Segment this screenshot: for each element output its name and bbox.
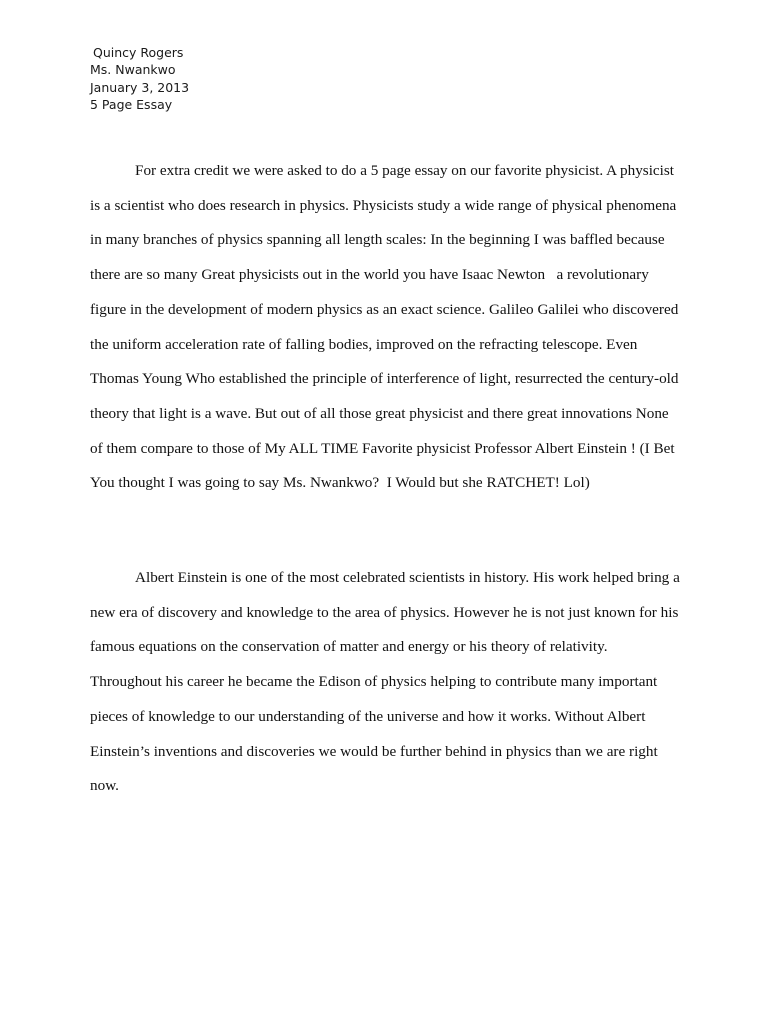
- paragraph-line: new era of discovery and knowledge to the area of physics. However he is not just known for his: [90, 603, 679, 621]
- paragraph-line: of them compare to those of My ALL TIME Favorite physicist Professor Albert Einstein ! (I Bet: [90, 439, 675, 457]
- paragraph-line: Throughout his career he became the Edison of physics helping to contribute many important: [90, 673, 658, 691]
- paragraph-1: [90, 154, 678, 501]
- assignment-title: 5 Page Essay: [90, 96, 173, 112]
- paragraph-line: Einstein’s inventions and discoveries we would be further behind in physics than we are right: [90, 742, 658, 760]
- paragraph-line: For extra credit we were asked to do a 5 page essay on our favorite physicist. A physicist: [135, 162, 675, 179]
- paragraph-line: pieces of knowledge to our understanding of the universe and how it works. Without Albert: [90, 707, 646, 725]
- paragraph-line: Albert Einstein is one of the most celebrated scientists in history. His work helped bring a: [135, 569, 680, 586]
- paragraph-line: Thomas Young Who established the principle of interference of light, resurrected the century-old: [90, 370, 679, 388]
- paragraph-line: You thought I was going to say Ms. Nwankwo? I Would but she RATCHET! Lol): [90, 474, 590, 492]
- paragraph-line: theory that light is a wave. But out of all those great physicist and there great innovations None: [90, 404, 669, 422]
- essay-date: January 3, 2013: [90, 79, 190, 95]
- paragraph-line: in many branches of physics spanning all length scales: In the beginning I was baffled because: [90, 231, 665, 249]
- paragraph-line: the uniform acceleration rate of falling bodies, improved on the refracting telescope. Even: [90, 335, 638, 353]
- paragraph-line: there are so many Great physicists out in the world you have Isaac Newton a revolutionary: [90, 266, 649, 284]
- paragraph-2: [90, 561, 680, 804]
- teacher-name: Ms. Nwankwo: [90, 62, 176, 78]
- paragraph-line: famous equations on the conservation of matter and energy or his theory of relativity.: [90, 638, 608, 656]
- student-name: Quincy Rogers: [93, 45, 184, 60]
- essay-header: [90, 44, 189, 113]
- paragraph-line: figure in the development of modern physics as an exact science. Galileo Galilei who discovered: [90, 300, 679, 318]
- paragraph-line: is a scientist who does research in physics. Physicists study a wide range of physical phenomena: [90, 196, 677, 214]
- paragraph-line: now.: [90, 777, 119, 795]
